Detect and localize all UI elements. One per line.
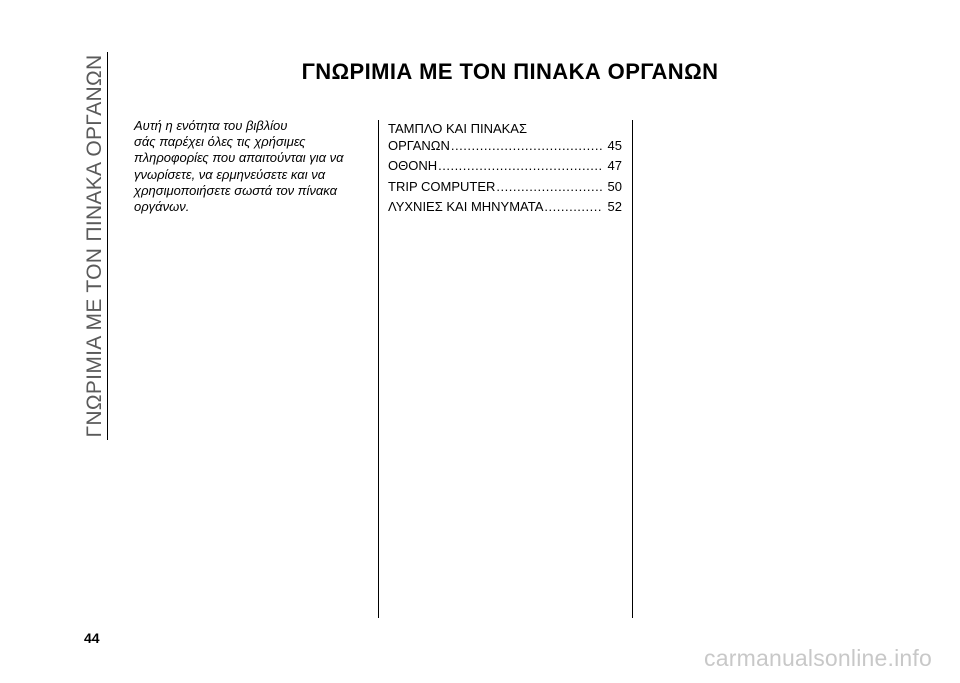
toc-entry-label: ΟΘΟΝΗ xyxy=(388,158,438,173)
intro-line: χρησιμοποιήσετε σωστά τον πίνακα xyxy=(134,182,338,198)
page-number: 44 xyxy=(84,630,100,646)
toc-entry-page: 45 xyxy=(607,137,622,153)
intro-line: γνωρίσετε, να ερμηνεύσετε και να xyxy=(134,166,326,182)
toc-leader-dots xyxy=(438,158,602,175)
toc-entry[interactable] xyxy=(388,138,622,155)
toc-leader-dots xyxy=(544,199,602,216)
toc-entry[interactable] xyxy=(388,158,622,175)
toc-leader-dots xyxy=(451,138,602,155)
column-divider-left xyxy=(378,120,379,618)
intro-line: πληροφορίες που απαιτούνται για να xyxy=(134,150,344,166)
intro-line: οργάνων. xyxy=(134,199,190,215)
page-title: ΓΝΩΡΙΜΙΑ ΜΕ ΤΟΝ ΠΙΝΑΚΑ ΟΡΓΑΝΩΝ xyxy=(301,59,719,84)
toc-entry-page: 52 xyxy=(607,199,622,214)
side-tab xyxy=(82,52,108,440)
intro-paragraph xyxy=(134,118,374,215)
toc-entry-label: ΟΡΓΑΝΩΝ xyxy=(388,137,450,153)
toc-entry-label: TRIP COMPUTER xyxy=(388,178,496,194)
toc-entry[interactable] xyxy=(388,179,622,196)
toc-entry-heading[interactable]: ΤΑΜΠΛΟ ΚΑΙ ΠΙΝΑΚΑΣ xyxy=(388,121,528,136)
side-tab-title: ΓΝΩΡΙΜΙΑ ΜΕ ΤΟΝ ΠΙΝΑΚΑ ΟΡΓΑΝΩΝ xyxy=(83,54,106,438)
table-of-contents xyxy=(388,121,622,216)
side-tab-rule xyxy=(107,52,108,440)
intro-line: Αυτή η ενότητα του βιβλίου xyxy=(134,118,288,133)
toc-leader-dots xyxy=(496,179,602,196)
column-divider-right xyxy=(632,120,633,618)
watermark: carmanualsonline.info xyxy=(704,645,932,671)
intro-line: σάς παρέχει όλες τις χρήσιμες xyxy=(134,134,306,150)
toc-entry-page: 47 xyxy=(607,158,622,173)
toc-entry[interactable] xyxy=(388,199,622,216)
toc-entry-page: 50 xyxy=(607,178,622,194)
toc-entry-label: ΛΥΧΝΙΕΣ ΚΑΙ ΜΗΝΥΜΑΤΑ xyxy=(388,199,544,214)
